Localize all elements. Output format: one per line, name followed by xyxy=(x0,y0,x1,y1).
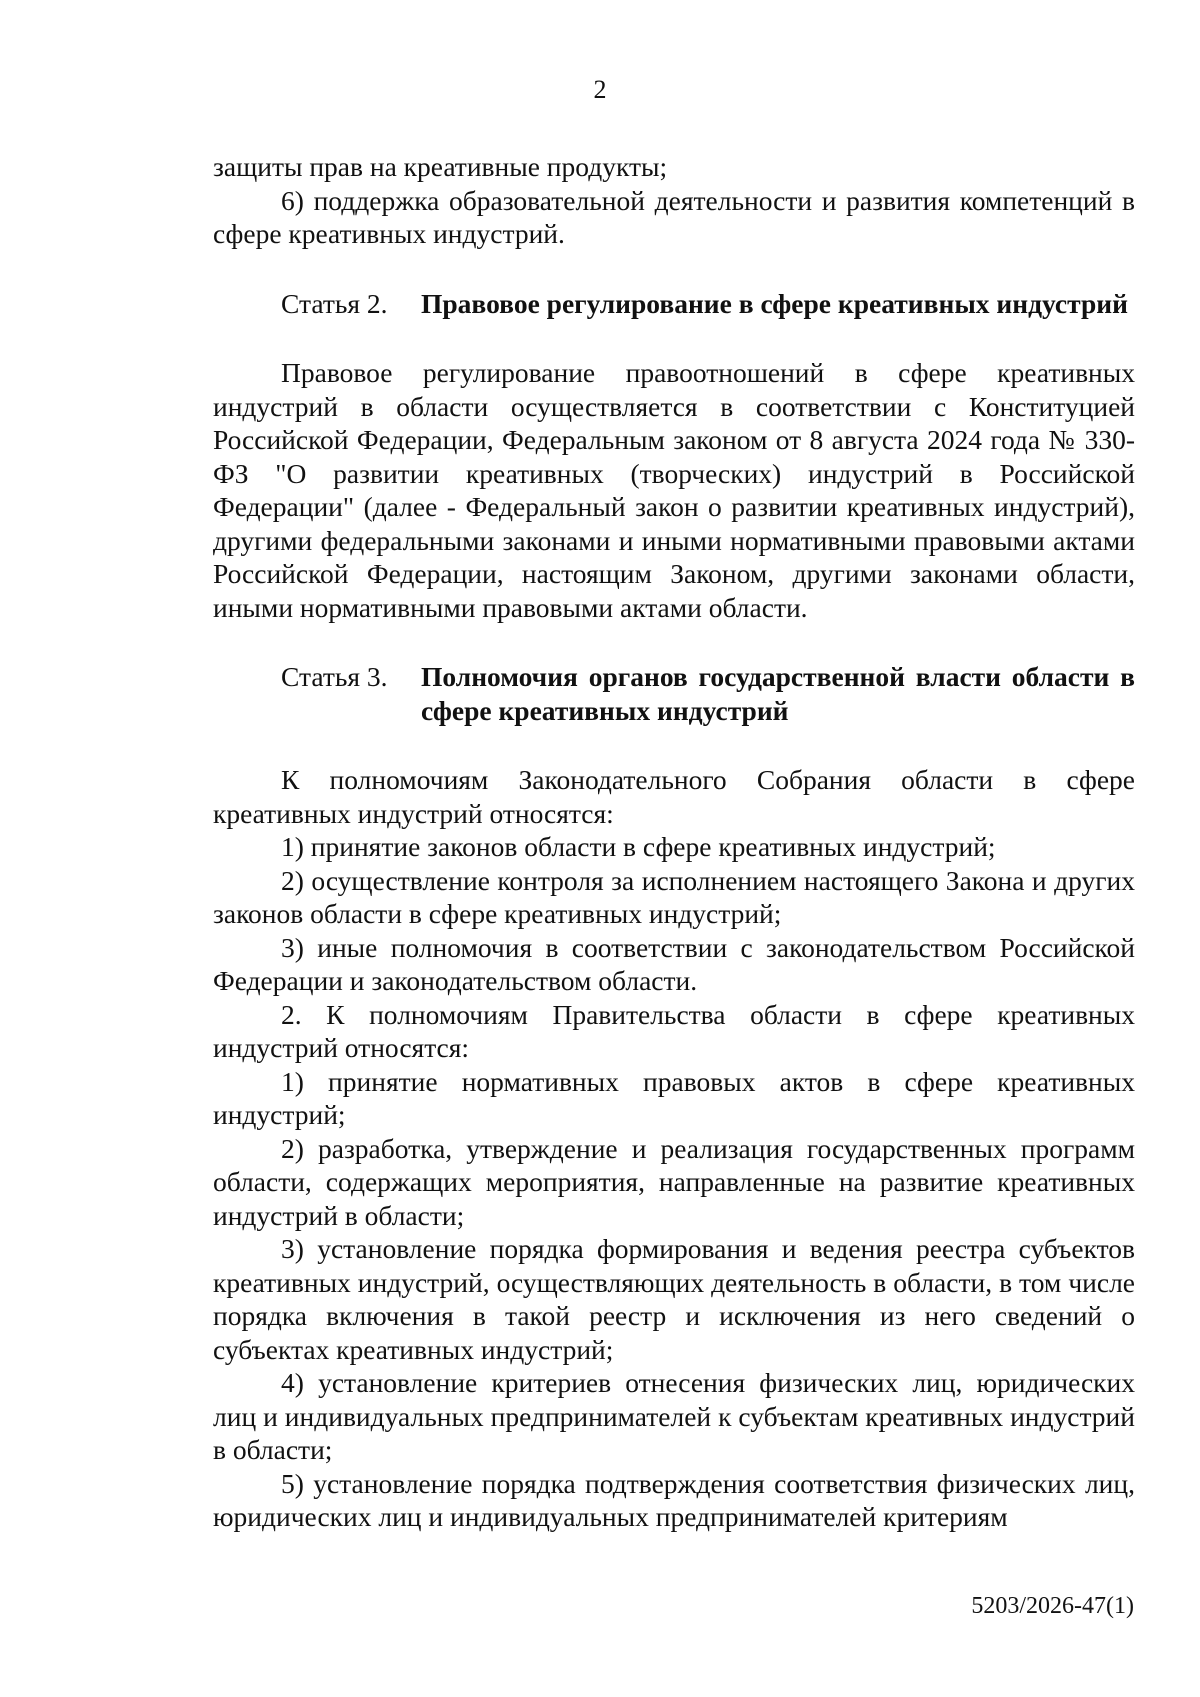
document-body xyxy=(213,150,1135,1534)
paragraph-continuation: защиты прав на креативные продукты; xyxy=(213,151,668,182)
page-number: 2 xyxy=(593,75,607,104)
article-3-paragraph: 2. К полномочиям Правительства области в сфере креативных индустрий относятся: xyxy=(213,998,1135,1063)
article-3-paragraph: 3) иные полномочия в соответствии с законодательством Российской Федерации и законодательством области. xyxy=(213,931,1135,996)
article-3-paragraph: 5) установление порядка подтверждения соответствия физических лиц, юридических лиц и индивидуальных предпринимателей критериям xyxy=(213,1467,1135,1532)
article-2-title: Правовое регулирование в сфере креативных индустрий xyxy=(421,287,1128,319)
article-3-paragraph: 2) разработка, утверждение и реализация государственных программ области, содержащих мероприятия, направленные на развитие креативных индустрий в области; xyxy=(213,1132,1135,1231)
article-3-title: Полномочия органов государственной власти области в сфере креативных индустрий xyxy=(421,661,1135,726)
list-item-6: 6) поддержка образовательной деятельности и развития компетенций в сфере креативных индустрий. xyxy=(213,184,1135,249)
document-code: 5203/2026-47(1) xyxy=(971,1593,1134,1619)
article-2-label: Статья 2. xyxy=(281,287,388,319)
article-2-body: Правовое регулирование правоотношений в сфере креативных индустрий в области осуществляется в соответствии с Конституцией Российской Федерации, Федеральным законом от 8 августа 2024 года № 330-ФЗ "О развитии креативных (творческих) индустрий в Российской Федерации" (далее - Федеральный закон о развитии креативных индустрий), другими федеральными законами и иными нормативными правовыми актами Российской Федерации, настоящим Законом, другими законами области, иными нормативными правовыми актами области. xyxy=(213,357,1135,623)
article-3-paragraph: 3) установление порядка формирования и ведения реестра субъектов креативных индустрий, осуществляющих деятельность в области, в том числе порядка включения в такой реестр и исключения из него сведений о субъектах креативных индустрий; xyxy=(213,1233,1135,1365)
article-3-paragraph: 2) осуществление контроля за исполнением настоящего Закона и других законов области в сфере креативных индустрий; xyxy=(213,864,1135,929)
article-3-label: Статья 3. xyxy=(281,661,388,692)
article-3-paragraph: 1) принятие законов области в сфере креативных индустрий; xyxy=(281,831,996,862)
article-3-paragraph: К полномочиям Законодательного Собрания области в сфере креативных индустрий относятся: xyxy=(213,764,1135,829)
article-2-heading xyxy=(213,287,1135,321)
article-3-paragraph: 1) принятие нормативных правовых актов в сфере креативных индустрий; xyxy=(213,1065,1135,1130)
article-3-heading xyxy=(213,660,1135,727)
article-3-paragraph: 4) установление критериев отнесения физических лиц, юридических лиц и индивидуальных предпринимателей к субъектам креативных индустрий в области; xyxy=(213,1367,1135,1465)
